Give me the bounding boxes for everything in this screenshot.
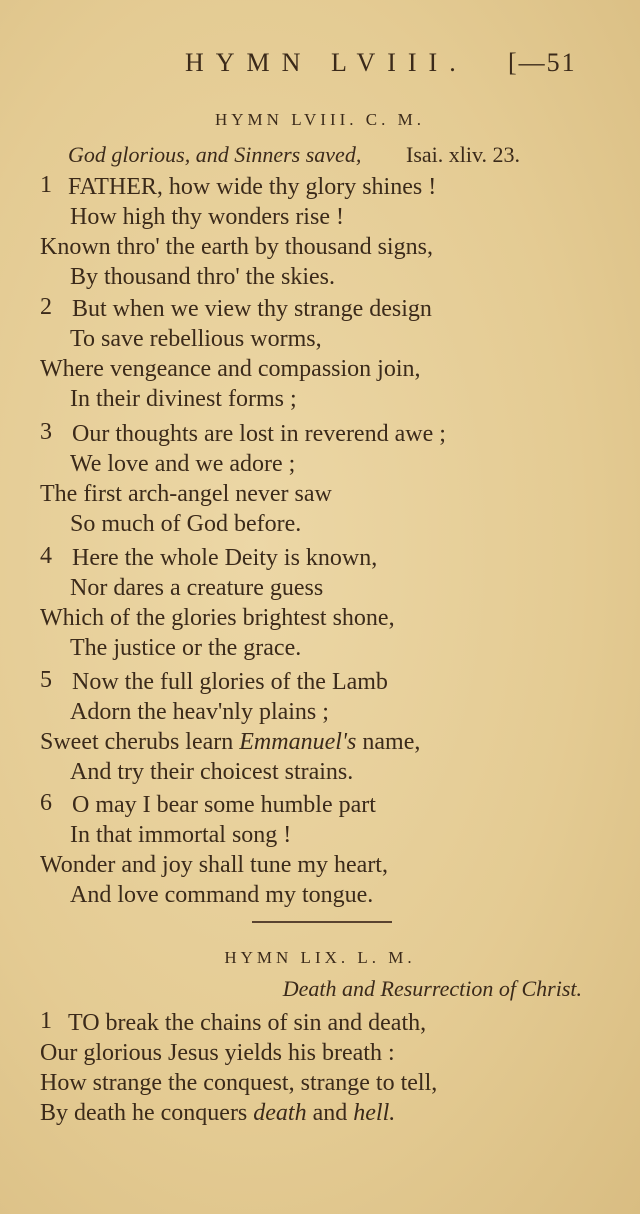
- verse-line-text: By death he conquers: [40, 1100, 254, 1126]
- death-word: death: [253, 1100, 307, 1126]
- verse-line: O may I bear some humble part: [72, 792, 376, 818]
- verse-number: 4: [40, 543, 52, 569]
- running-head-title: HYMN LVIII.: [185, 48, 468, 77]
- verse-line: But when we view thy strange design: [72, 296, 432, 322]
- verse-number: 3: [40, 419, 52, 445]
- verse-line: Now the full glories of the Lamb: [72, 669, 388, 695]
- hell-word: hell.: [353, 1100, 396, 1126]
- verse-number: 6: [40, 790, 52, 816]
- verse-line: Which of the glories brightest shone,: [40, 605, 395, 631]
- verse-line: TO break the chains of sin and death,: [68, 1010, 427, 1036]
- verse-line: And love command my tongue.: [70, 882, 374, 908]
- section-divider: [252, 921, 392, 923]
- verse-line: By thousand thro' the skies.: [70, 264, 335, 290]
- hymn-58-heading: HYMN LVIII. C. M.: [215, 110, 425, 129]
- verse-number: 5: [40, 667, 52, 693]
- verse-line: Where vengeance and compassion join,: [40, 356, 421, 382]
- verse-line: Wonder and joy shall tune my heart,: [40, 852, 388, 878]
- hymn-59-subtitle: Death and Resurrection of Christ.: [282, 976, 582, 1001]
- hymn-58-reference: Isai. xliv. 23.: [406, 142, 521, 167]
- verse-line: So much of God before.: [70, 511, 302, 537]
- verse-line: How strange the conquest, strange to tell,: [40, 1070, 438, 1096]
- hymn-58-subtitle-row: [68, 142, 568, 168]
- verse-line-text: name,: [356, 729, 421, 755]
- verse-line-text: and: [306, 1100, 354, 1126]
- verse-line: Adorn the heav'nly plains ;: [70, 699, 329, 725]
- verse-line-text: Sweet cherubs learn: [40, 729, 240, 755]
- verse-line: The first arch-angel never saw: [40, 481, 332, 507]
- verse-line: We love and we adore ;: [70, 451, 296, 477]
- verse-number: 2: [40, 294, 52, 320]
- verse-line: Here the whole Deity is known,: [72, 545, 378, 571]
- hymn-59-heading: HYMN LIX. L. M.: [224, 948, 416, 967]
- verse-line: In their divinest forms ;: [70, 386, 297, 412]
- verse-line: FATHER, how wide thy glory shines !: [68, 174, 437, 200]
- verse-line: [40, 727, 420, 757]
- verse-line: Our glorious Jesus yields his breath :: [40, 1040, 395, 1066]
- verse-line: In that immortal song !: [70, 822, 292, 848]
- emmanuel-name: Emmanuel's: [239, 729, 357, 755]
- hymn-58-subtitle: God glorious, and Sinners saved,: [68, 142, 362, 167]
- verse-line: To save rebellious worms,: [70, 326, 322, 352]
- verse-number: 1: [40, 172, 52, 198]
- verse-line: Nor dares a creature guess: [70, 575, 324, 601]
- verse-line: Our thoughts are lost in reverend awe ;: [72, 421, 446, 447]
- verse-line: Known thro' the earth by thousand signs,: [40, 234, 433, 260]
- verse-line: And try their choicest strains.: [70, 759, 354, 785]
- verse-number: 1: [40, 1008, 52, 1034]
- running-head: [0, 48, 640, 78]
- verse-line: [40, 1098, 395, 1128]
- page-number: [—51: [508, 48, 577, 77]
- verse-line: The justice or the grace.: [70, 635, 302, 661]
- verse-line: How high thy wonders rise !: [70, 204, 344, 230]
